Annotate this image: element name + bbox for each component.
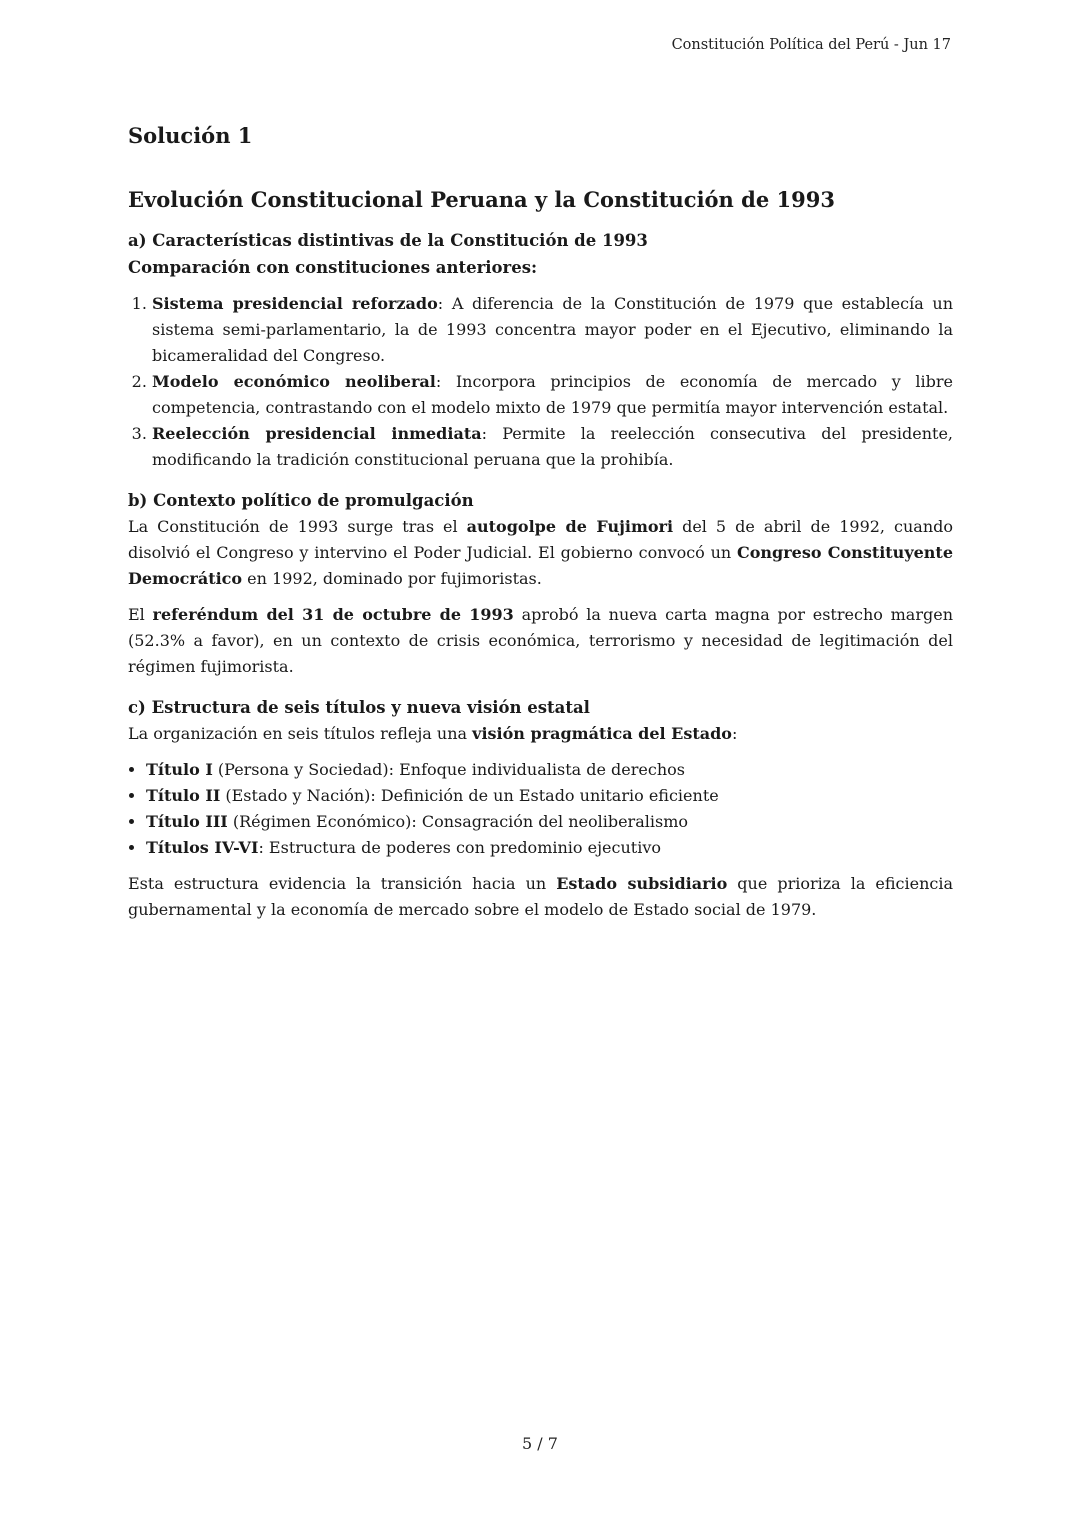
list-item xyxy=(146,783,953,809)
list-item xyxy=(152,291,953,369)
item-term: Título III xyxy=(146,812,228,831)
characteristics-list xyxy=(128,291,953,473)
text-run: que prioriza la eficiencia gubernamental y la economía de mercado sobre el modelo de Estado social de 1979. xyxy=(128,874,954,919)
list-item xyxy=(146,809,953,835)
section-a xyxy=(128,227,953,473)
text-run: : xyxy=(731,724,738,743)
list-item xyxy=(146,757,953,783)
bold-run: referéndum del 31 de octubre de 1993 xyxy=(152,605,514,624)
text-run: en 1992, dominado por fujimoristas. xyxy=(242,569,542,588)
main-title: Evolución Constitucional Peruana y la Constitución de 1993 xyxy=(128,187,835,212)
item-text: (Estado y Nación): Definición de un Estado unitario eficiente xyxy=(220,786,719,805)
text-run: Esta estructura evidencia la transición hacia un xyxy=(128,874,557,893)
list-item xyxy=(146,835,953,861)
item-term: Sistema presidencial reforzado xyxy=(152,294,438,313)
bold-run: Congreso Constituyente Democrático xyxy=(128,543,953,588)
paragraph xyxy=(128,514,953,592)
titles-list xyxy=(128,757,953,861)
text-run: El xyxy=(128,605,153,624)
paragraph xyxy=(128,721,953,747)
paragraph xyxy=(128,602,953,680)
page-number: 5 / 7 xyxy=(522,1434,558,1453)
text-run: La Constitución de 1993 surge tras el xyxy=(128,517,467,536)
section-b-heading: b) Contexto político de promulgación xyxy=(128,491,474,510)
list-item xyxy=(152,369,953,421)
text-run: aprobó la nueva carta magna por estrecho margen (52.3% a favor), en un contexto de crisis económica, terrorismo y necesidad de legitimación del régimen fujimorista. xyxy=(128,605,954,676)
item-text: : A diferencia de la Constitución de 1979 que establecía un sistema semi-parlamentario, la de 1993 concentra mayor poder en el Ejecutivo, eliminando la bicameralidad del Congreso. xyxy=(152,294,954,365)
section-a-heading: a) Características distintivas de la Constitución de 1993 xyxy=(128,231,648,250)
item-text: : Incorpora principios de economía de mercado y libre competencia, contrastando con el modelo mixto de 1979 que permitía mayor intervención estatal. xyxy=(152,372,953,417)
item-term: Títulos IV-VI xyxy=(146,838,259,857)
list-item xyxy=(152,421,953,473)
item-term: Título I xyxy=(146,760,213,779)
paragraph xyxy=(128,871,953,923)
section-a-subheading: Comparación con constituciones anteriores: xyxy=(128,258,538,277)
section-b xyxy=(128,487,953,680)
section-c-heading: c) Estructura de seis títulos y nueva visión estatal xyxy=(128,698,590,717)
item-term: Título II xyxy=(146,786,221,805)
bold-run: autogolpe de Fujimori xyxy=(466,517,674,536)
text-run: La organización en seis títulos refleja una xyxy=(128,724,473,743)
item-text: (Persona y Sociedad): Enfoque individualista de derechos xyxy=(212,760,685,779)
bold-run: visión pragmática del Estado xyxy=(472,724,732,743)
item-text: (Régimen Económico): Consagración del neoliberalismo xyxy=(227,812,688,831)
section-c xyxy=(128,694,953,923)
page-content xyxy=(128,120,953,923)
item-term: Modelo económico neoliberal xyxy=(152,372,436,391)
item-text: : Permite la reelección consecutiva del presidente, modificando la tradición constitucional peruana que la prohibía. xyxy=(152,424,954,469)
text-run: del 5 de abril de 1992, cuando disolvió el Congreso y intervino el Poder Judicial. El gobierno convocó un xyxy=(128,517,954,562)
item-text: : Estructura de poderes con predominio ejecutivo xyxy=(258,838,661,857)
running-header: Constitución Política del Perú - Jun 17 xyxy=(671,37,951,53)
solution-title: Solución 1 xyxy=(128,123,253,148)
item-term: Reelección presidencial inmediata xyxy=(152,424,482,443)
bold-run: Estado subsidiario xyxy=(556,874,728,893)
